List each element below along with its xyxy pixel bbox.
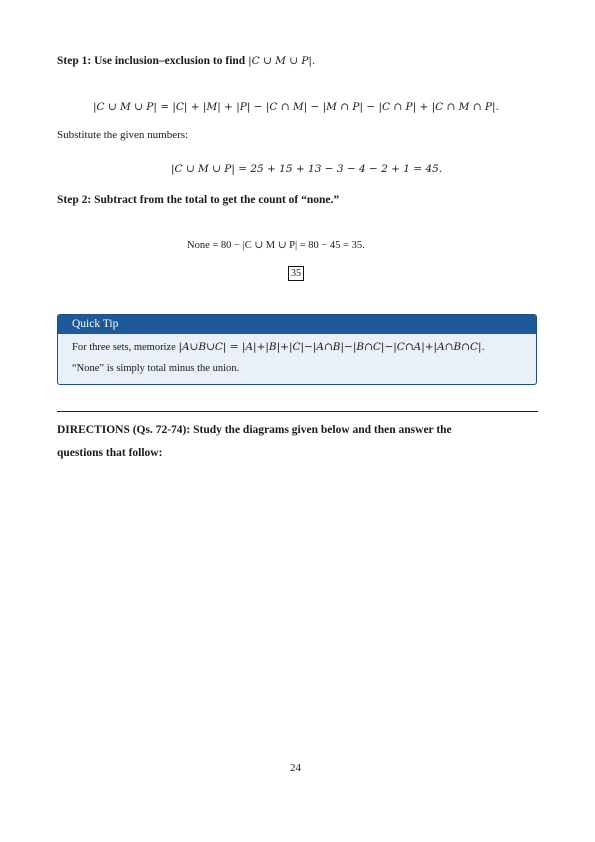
substitution-formula: |C ∪ M ∪ P| = 25 + 15 + 13 − 3 − 4 − 2 + 1 = 45. [171,163,443,175]
step-1-text: Use inclusion–exclusion to find [94,55,246,67]
step-1-heading [57,55,315,67]
section-divider [57,411,538,412]
page-number: 24 [290,762,301,774]
step-2-text: Subtract from the total to get the count of “none.” [94,194,340,206]
quick-tip-line-2: “None” is simply total minus the union. [72,363,240,374]
quick-tip-line-1-text: For three sets, memorize [72,342,176,353]
step-1-target-formula: |C ∪ M ∪ P|. [248,55,316,67]
directions-line-2: questions that follow: [57,447,163,459]
step-2-label: Step 2: [57,194,92,206]
quick-tip-box [57,314,537,385]
substitute-text: Substitute the given numbers: [57,129,189,141]
quick-tip-line-1 [72,341,485,353]
step-2-heading [57,194,339,206]
inclusion-exclusion-formula: |C ∪ M ∪ P| = |C| + |M| + |P| − |C ∩ M| − |M ∩ P| − |C ∩ P| + |C ∩ M ∩ P|. [93,101,499,113]
directions-line-1: DIRECTIONS (Qs. 72-74): Study the diagrams given below and then answer the [57,424,452,436]
answer-box: 35 [288,266,304,281]
quick-tip-title: Quick Tip [58,315,536,334]
step-1-label: Step 1: [57,55,92,67]
quick-tip-union-formula: |A∪B∪C| = |A|+|B|+|C|−|A∩B|−|B∩C|−|C∩A|+|A∩B∩C|. [178,341,485,353]
none-formula: None = 80 − |C ∪ M ∪ P| = 80 − 45 = 35. [187,240,365,251]
